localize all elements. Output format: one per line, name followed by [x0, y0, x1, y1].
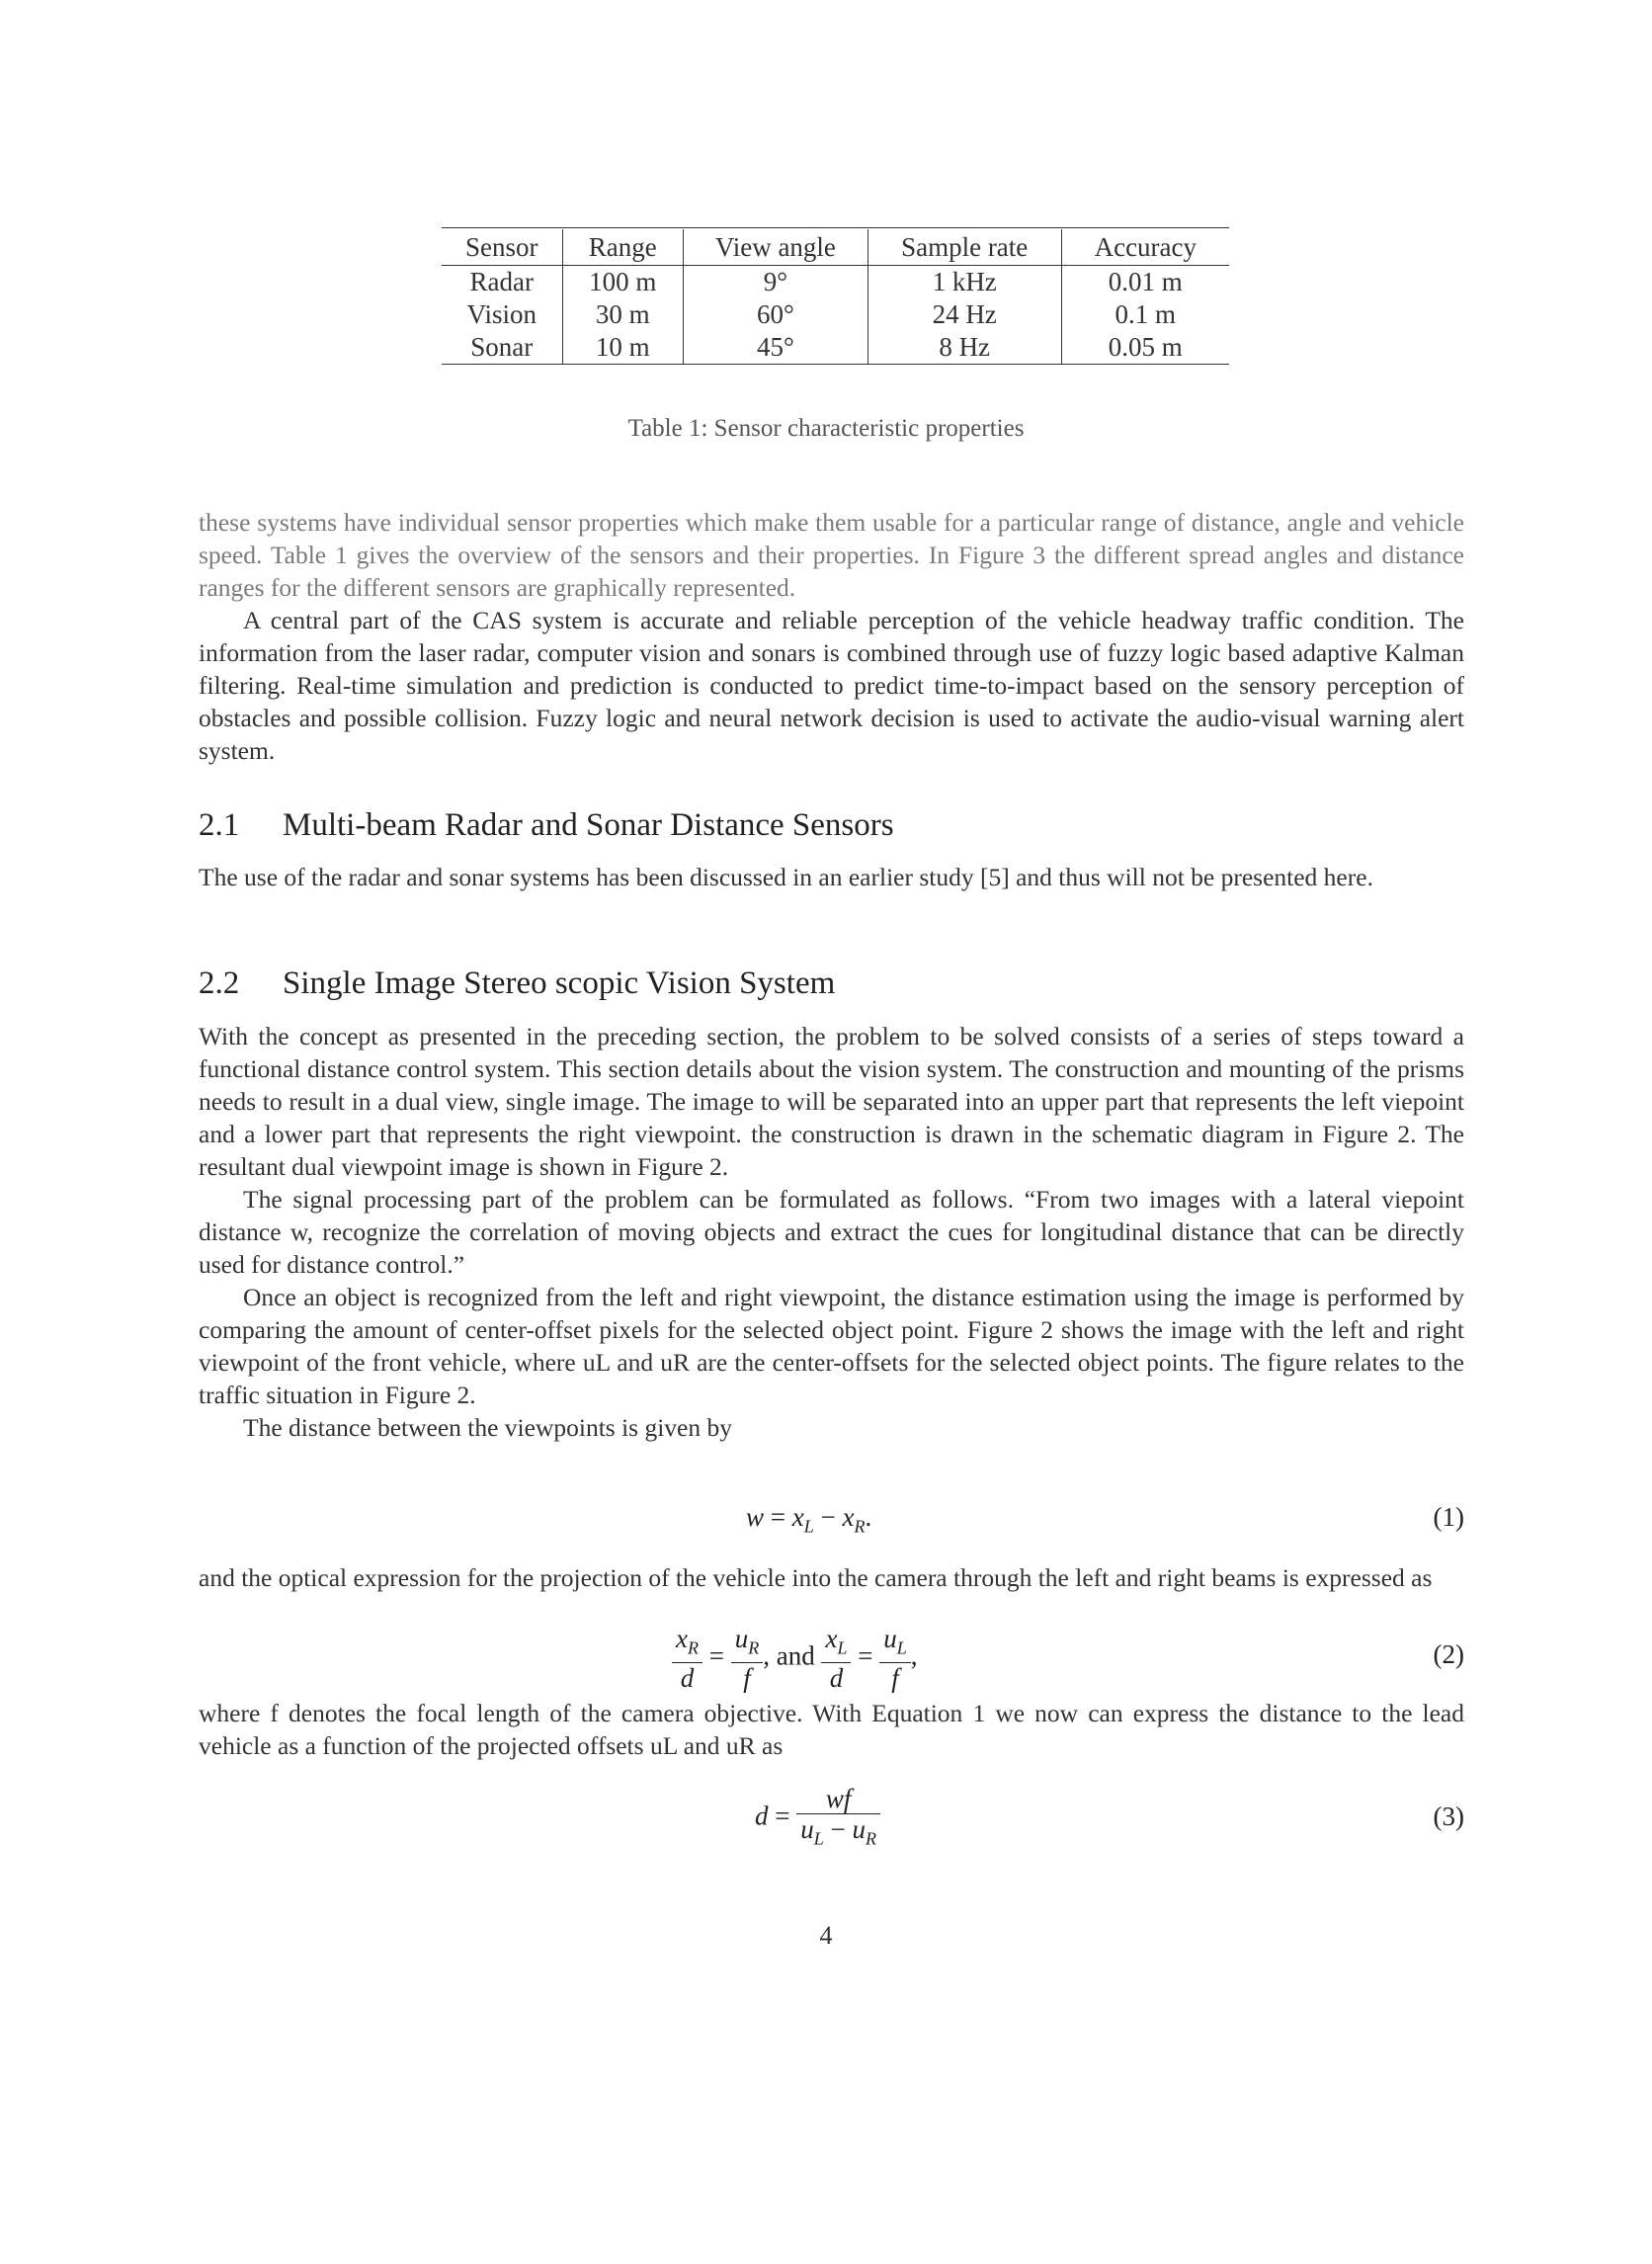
section-2-2-text-b: [199, 1561, 1464, 1594]
sensor-table-container: [442, 229, 1229, 365]
section-2-2-text-c: [199, 1697, 1464, 1762]
table-cell: 9°: [684, 266, 868, 299]
table-row: [442, 298, 1229, 331]
table-row: [442, 331, 1229, 365]
table-cell: 45°: [684, 331, 868, 365]
equation-3-body: d = $\frac{wf}{u_L - u_R}$: [755, 1784, 880, 1853]
table-top-rule: [442, 227, 1229, 228]
header-accuracy: Accuracy: [1061, 229, 1229, 266]
sensor-table: [442, 229, 1229, 365]
table-cell: 100 m: [562, 266, 683, 299]
table-cell: 24 Hz: [867, 298, 1061, 331]
section-2-1-text: [199, 861, 1464, 893]
paragraph: The use of the radar and sonar systems has been discussed in an earlier study [5] and thus will not be presented here.: [199, 863, 1373, 891]
table-caption: Table 1: Sensor characteristic properties: [627, 415, 1025, 442]
table-cell: 60°: [684, 298, 868, 331]
table-cell: 30 m: [562, 298, 683, 331]
table-cell: Sonar: [442, 331, 562, 365]
paragraph: A central part of the CAS system is accurate and reliable perception of the vehicle headway traffic condition. The information from the laser radar, computer vision and sonars is combined through use of fuzzy logic based adaptive Kalman filtering. Real-time simulation and prediction is conducted to predict time-to-impact based on the sensory perception of obstacles and possible collision. Fuzzy logic and neural network decision is used to activate the audio-visual warning alert system.: [199, 606, 1464, 765]
section-2-2-text: [199, 1020, 1464, 1444]
equation-3: [0, 1784, 1652, 1858]
section-heading-2-1: [199, 807, 894, 844]
equation-2-body: $\frac{x_R}{d}$ = $\frac{u_R}{f}$ , and $\frac{x_L}{d}$ = $\frac{u_L}{f}$ ,: [672, 1624, 917, 1693]
table-cell: 0.01 m: [1108, 267, 1183, 296]
section-heading-2-2: [199, 965, 835, 1002]
equation-1-body: $w = x_L - x_R$.: [746, 1502, 872, 1537]
paragraph: With the concept as presented in the preceding section, the problem to be solved consists of a series of steps toward a functional distance control system. This section details about the vision system. The construction and mounting of the prisms needs to result in a dual view, single image. The image to will be separated into an upper part that represents the left viepoint and a lower part that represents the right viewpoint. the construction is drawn in the schematic diagram in Figure 2. The resultant dual viewpoint image is shown in Figure 2.: [199, 1022, 1464, 1181]
paragraph: The signal processing part of the problem can be formulated as follows. “From two images with a lateral viepoint distance w, recognize the correlation of moving objects and extract the cues for longitudinal distance that can be directly used for distance control.”: [199, 1185, 1464, 1279]
table-cell: 10 m: [562, 331, 683, 365]
paragraph: The distance between the viewpoints is given by: [243, 1413, 732, 1442]
paragraph: where f denotes the focal length of the camera objective. With Equation 1 we now can express the distance to the lead vehicle as a function of the projected offsets uL and uR as: [199, 1699, 1464, 1760]
intro-text: [199, 506, 1464, 767]
section-number: 2.1: [199, 807, 240, 843]
table-cell: 1 kHz: [867, 266, 1061, 299]
equation-2: [0, 1624, 1652, 1693]
header-view-angle: View angle: [684, 229, 868, 266]
paragraph: these systems have individual sensor properties which make them usable for a particular range of distance, angle and vehicle speed. Table 1 gives the overview of the sensors and their properties. In Figure 3 the different spread angles and distance ranges for the different sensors are graphically represented.: [199, 508, 1464, 602]
paragraph: Once an object is recognized from the left and right viewpoint, the distance estimation using the image is performed by comparing the amount of center-offset pixels for the selected object point. Figure 2 shows the image with the left and right viewpoint of the front vehicle, where uL and uR are the center-offsets for the selected object points. The figure relates to the traffic situation in Figure 2.: [199, 1283, 1464, 1409]
table-cell: 8 Hz: [867, 331, 1061, 365]
equation-number: (3): [1433, 1802, 1464, 1831]
equation-2-and: and: [776, 1640, 815, 1671]
header-sample-rate: Sample rate: [867, 229, 1061, 266]
page-number: 4: [819, 1921, 833, 1950]
table-row: [442, 266, 1229, 299]
section-title: Multi-beam Radar and Sonar Distance Sensors: [283, 807, 894, 843]
header-sensor: Sensor: [442, 229, 562, 266]
paragraph: and the optical expression for the projection of the vehicle into the camera through the left and right beams is expressed as: [199, 1563, 1433, 1592]
section-number: 2.2: [199, 965, 240, 1001]
table-cell: Vision: [442, 298, 562, 331]
table-header-row: [442, 229, 1229, 266]
header-range: Range: [562, 229, 683, 266]
equation-number: (1): [1433, 1502, 1464, 1532]
table-cell: Radar: [442, 266, 562, 299]
section-title: Single Image Stereo scopic Vision System: [283, 965, 836, 1001]
table-cell: 0.05 m: [1061, 331, 1229, 365]
equation-number: (2): [1433, 1639, 1464, 1669]
table-cell: 0.1 m: [1115, 299, 1177, 329]
